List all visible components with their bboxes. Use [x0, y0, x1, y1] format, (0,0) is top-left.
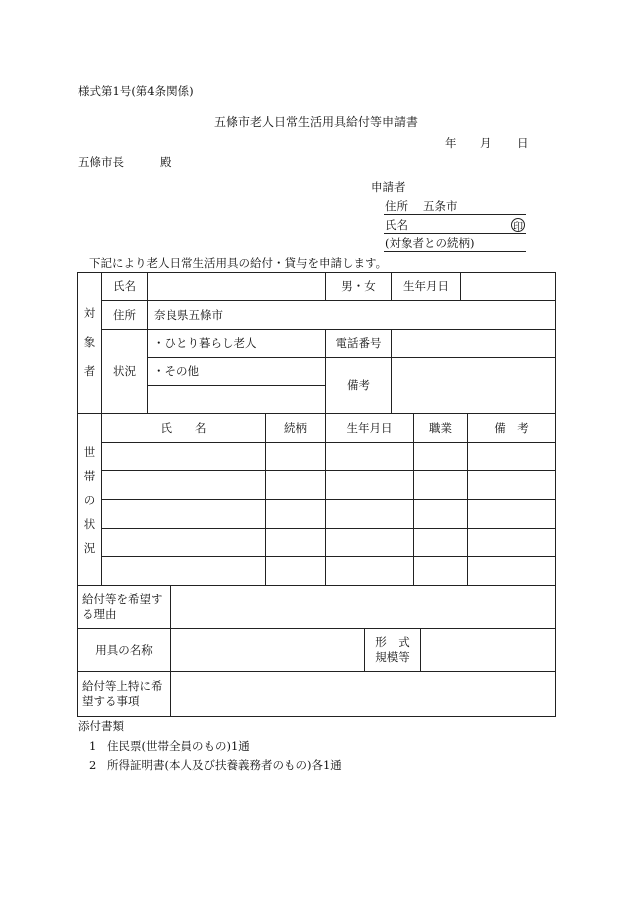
reason-field[interactable]	[171, 586, 555, 628]
intro-text: 下記により老人日常生活用具の給付・貸与を申請します。	[89, 256, 388, 270]
applicant-label: 申請者	[371, 180, 406, 194]
date-day: 日	[517, 136, 529, 150]
status-option-living-alone[interactable]: ・ひとり暮らし老人	[153, 336, 257, 351]
name-underline	[384, 233, 526, 234]
household-row[interactable]	[102, 529, 555, 556]
reason-label: 給付等を希望する理由	[82, 592, 163, 621]
honorific: 殿	[160, 155, 172, 169]
subject-address-label: 住所	[113, 307, 136, 322]
subject-remarks-field[interactable]	[392, 358, 555, 413]
household-col-occupation: 職業	[429, 420, 452, 435]
form-number: 様式第1号(第4条関係)	[78, 84, 194, 98]
gender-select[interactable]: 男・女	[341, 279, 376, 294]
attachment-item-number: 2	[89, 758, 97, 772]
date-month: 月	[480, 136, 492, 150]
applicant-relation-label: (対象者との続柄)	[385, 236, 475, 250]
special-wishes-field[interactable]	[171, 672, 555, 716]
attachment-item-number: 1	[89, 739, 97, 753]
household-col-remarks: 備 考	[494, 420, 529, 435]
date-year: 年	[445, 136, 457, 150]
attachment-item-text: 所得証明書(本人及び扶養義務者のもの)各1通	[107, 758, 342, 772]
applicant-address-value: 五条市	[423, 199, 458, 213]
address-underline	[384, 214, 526, 215]
device-name-field[interactable]	[171, 629, 364, 671]
subject-name-field[interactable]	[148, 273, 325, 300]
subject-name-label: 氏名	[113, 279, 136, 294]
addressee: 五條市長	[78, 155, 124, 169]
spec-field[interactable]	[421, 629, 555, 671]
form-title: 五條市老人日常生活用具給付等申請書	[214, 115, 419, 129]
household-row[interactable]	[102, 443, 555, 470]
applicant-name-label: 氏名	[385, 218, 408, 232]
subject-birthdate-label: 生年月日	[403, 279, 449, 294]
device-name-label: 用具の名称	[95, 642, 153, 657]
household-row[interactable]	[102, 557, 555, 585]
household-row[interactable]	[102, 471, 555, 499]
attachment-item-text: 住民票(世帯全員のもの)1通	[107, 739, 250, 753]
household-row[interactable]	[102, 500, 555, 528]
household-col-name: 氏 名	[160, 420, 207, 435]
subject-birthdate-field[interactable]	[461, 273, 555, 300]
phone-field[interactable]	[392, 330, 555, 357]
subject-status-label: 状況	[113, 364, 136, 379]
special-wishes-label: 給付等上特に希望する事項	[82, 679, 163, 708]
relation-underline	[384, 251, 526, 252]
applicant-address-label: 住所	[385, 199, 408, 213]
status-other-detail-field[interactable]	[148, 386, 325, 413]
household-col-birthdate: 生年月日	[346, 420, 393, 435]
phone-label: 電話番号	[335, 336, 382, 351]
subject-address-field[interactable]: 奈良県五條市	[154, 307, 223, 322]
attachments-title: 添付書類	[78, 719, 124, 733]
seal-mark: 印	[511, 218, 525, 232]
subject-remarks-label: 備考	[347, 378, 370, 393]
status-option-other[interactable]: ・その他	[153, 364, 199, 379]
spec-label-line2: 規模等	[375, 650, 410, 664]
subject-side-label: 対 象 者	[83, 306, 96, 378]
household-col-relation: 続柄	[284, 420, 307, 435]
spec-label-line1: 形 式	[375, 635, 410, 650]
household-side-label: 世 帯 の 状 況	[83, 445, 96, 555]
spec-label	[365, 629, 420, 671]
